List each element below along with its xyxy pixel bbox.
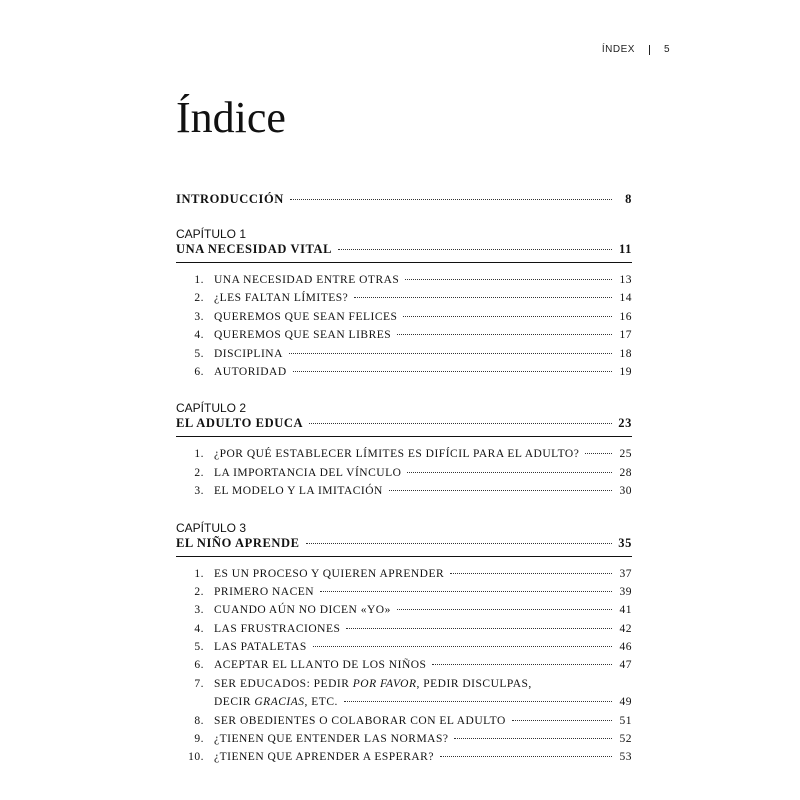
dot-leader	[454, 738, 612, 739]
item-page-number: 16	[619, 310, 632, 323]
item-number: 5.	[194, 347, 204, 360]
toc-item[interactable]	[176, 485, 632, 503]
dot-leader	[346, 628, 612, 629]
item-page-number: 42	[619, 622, 632, 635]
dot-leader	[338, 249, 612, 250]
item-page-number: 30	[619, 485, 632, 498]
dot-leader	[450, 573, 612, 574]
toc-item[interactable]	[176, 348, 632, 366]
item-page-number: 52	[619, 733, 632, 746]
running-head-page-number: 5	[663, 44, 670, 55]
item-title: QUEREMOS QUE SEAN FELICES	[214, 310, 398, 323]
item-page-number: 17	[619, 329, 632, 342]
toc-page-number: 35	[618, 535, 632, 550]
item-title: AUTORIDAD	[214, 365, 287, 378]
chapter-rule	[176, 556, 632, 557]
toc-item[interactable]	[176, 329, 632, 347]
item-number: 1.	[194, 274, 204, 286]
item-title: UNA NECESIDAD ENTRE OTRAS	[214, 274, 400, 286]
item-number: 3.	[194, 310, 204, 323]
item-number: 8.	[194, 714, 204, 727]
item-title: ¿POR QUÉ ESTABLECER LÍMITES ES DIFÍCIL PARA EL ADULTO?	[214, 448, 580, 461]
item-title: ¿TIENEN QUE APRENDER A ESPERAR?	[214, 751, 434, 764]
chapter-block-1	[176, 226, 632, 384]
item-page-number: 47	[619, 659, 632, 672]
dot-leader	[320, 591, 612, 592]
section-list	[176, 448, 632, 503]
item-number: 1.	[194, 567, 204, 580]
toc-item[interactable]	[176, 604, 632, 622]
dot-leader	[440, 756, 612, 757]
item-title: ¿LES FALTAN LÍMITES?	[214, 292, 349, 305]
item-page-number: 37	[619, 567, 632, 580]
toc-item[interactable]	[176, 641, 632, 659]
toc-entry-chapter-2[interactable]	[176, 416, 632, 434]
item-page-number: 19	[619, 365, 632, 378]
item-page-number: 53	[619, 751, 632, 764]
dot-leader	[289, 353, 612, 354]
item-title: CUANDO AÚN NO DICEN «YO»	[214, 604, 391, 617]
item-page-number: 28	[619, 466, 632, 479]
chapter-label: CAPÍTULO 1	[176, 227, 247, 241]
dot-leader	[403, 316, 612, 317]
chapter-label: CAPÍTULO 3	[176, 520, 247, 535]
toc-item[interactable]	[176, 467, 632, 485]
dot-leader	[405, 279, 612, 280]
table-of-contents	[176, 192, 632, 770]
chapter-rule	[176, 436, 632, 437]
toc-item[interactable]	[176, 586, 632, 604]
dot-leader	[290, 199, 612, 200]
toc-page-number: 23	[618, 416, 632, 431]
dot-leader	[354, 297, 612, 298]
item-title: DISCIPLINA	[214, 347, 283, 360]
dot-leader	[306, 543, 612, 544]
item-number: 9.	[194, 733, 204, 746]
toc-item[interactable]	[176, 311, 632, 329]
item-title: QUEREMOS QUE SEAN LIBRES	[214, 329, 392, 342]
toc-item[interactable]	[176, 568, 632, 586]
item-number: 4.	[194, 622, 204, 635]
toc-item[interactable]	[176, 678, 632, 715]
toc-item[interactable]	[176, 659, 632, 677]
item-number: 3.	[194, 485, 204, 498]
item-title: LAS PATALETAS	[214, 641, 307, 654]
running-head-section: ÍNDEX	[601, 44, 635, 55]
section-list	[176, 274, 632, 384]
chapter-rule	[176, 262, 632, 263]
dot-leader	[293, 371, 612, 372]
item-page-number: 14	[619, 292, 632, 305]
toc-entry-title: UNA NECESIDAD VITAL	[176, 242, 333, 256]
dot-leader	[313, 646, 612, 647]
item-number: 6.	[194, 365, 204, 378]
item-page-number: 25	[619, 448, 632, 461]
chapter-block-2	[176, 400, 632, 503]
item-number: 2.	[194, 466, 204, 479]
item-title: ACEPTAR EL LLANTO DE LOS NIÑOS	[214, 659, 427, 672]
item-title: EL MODELO Y LA IMITACIÓN	[214, 485, 383, 498]
dot-leader	[389, 490, 612, 491]
toc-item[interactable]	[176, 623, 632, 641]
chapter-label: CAPÍTULO 2	[176, 401, 247, 416]
toc-item[interactable]	[176, 715, 632, 733]
item-number: 2.	[194, 292, 204, 305]
dot-leader	[407, 472, 612, 473]
item-page-number: 41	[619, 604, 632, 617]
chapter-block-3	[176, 520, 632, 770]
toc-entry-title: INTRODUCCIÓN	[176, 192, 284, 206]
dot-leader	[512, 720, 612, 721]
item-number: 3.	[194, 604, 204, 617]
item-page-number: 46	[619, 641, 632, 654]
item-title: SER OBEDIENTES O COLABORAR CON EL ADULTO	[214, 714, 506, 727]
toc-entry-title: EL NIÑO APRENDE	[176, 535, 300, 550]
item-title-part: SER EDUCADOS: PEDIR POR FAVOR, PEDIR DISCULPAS,	[214, 677, 532, 690]
toc-entry-chapter-3[interactable]	[176, 536, 632, 554]
running-head-divider	[649, 45, 650, 55]
item-number: 2.	[194, 585, 204, 598]
section-list	[176, 568, 632, 770]
dot-leader	[432, 664, 612, 665]
item-number: 4.	[194, 329, 204, 342]
toc-item[interactable]	[176, 751, 632, 769]
item-number: 10.	[188, 751, 204, 764]
item-title: LA IMPORTANCIA DEL VÍNCULO	[214, 466, 402, 479]
dot-leader	[344, 701, 612, 702]
item-number: 6.	[194, 659, 204, 672]
item-page-number: 13	[619, 274, 632, 286]
toc-item[interactable]	[176, 292, 632, 310]
item-page-number: 51	[619, 714, 632, 727]
item-page-number: 18	[619, 347, 632, 360]
toc-entry-introduction[interactable]	[176, 192, 632, 210]
toc-item[interactable]	[176, 448, 632, 466]
item-number: 1.	[194, 448, 204, 461]
dot-leader	[585, 453, 612, 454]
item-title: LAS FRUSTRACIONES	[214, 622, 341, 635]
item-title-part: DECIR GRACIAS, ETC.	[214, 696, 338, 709]
item-page-number: 49	[619, 696, 632, 709]
item-number: 7.	[194, 677, 204, 690]
dot-leader	[397, 334, 612, 335]
dot-leader	[397, 609, 612, 610]
item-title: PRIMERO NACEN	[214, 585, 315, 598]
toc-entry-chapter-1[interactable]	[176, 242, 632, 260]
toc-entry-title: EL ADULTO EDUCA	[176, 416, 304, 431]
page-title: Índice	[176, 93, 286, 142]
toc-item[interactable]	[176, 733, 632, 751]
toc-page-number: 11	[618, 242, 632, 256]
item-page-number: 39	[619, 585, 632, 598]
dot-leader	[309, 423, 612, 424]
toc-item[interactable]	[176, 274, 632, 292]
toc-item[interactable]	[176, 366, 632, 384]
toc-page-number: 8	[625, 192, 632, 206]
running-head	[602, 44, 670, 55]
item-number: 5.	[194, 641, 204, 654]
item-title: ES UN PROCESO Y QUIEREN APRENDER	[214, 567, 445, 580]
item-title: ¿TIENEN QUE ENTENDER LAS NORMAS?	[214, 733, 449, 746]
